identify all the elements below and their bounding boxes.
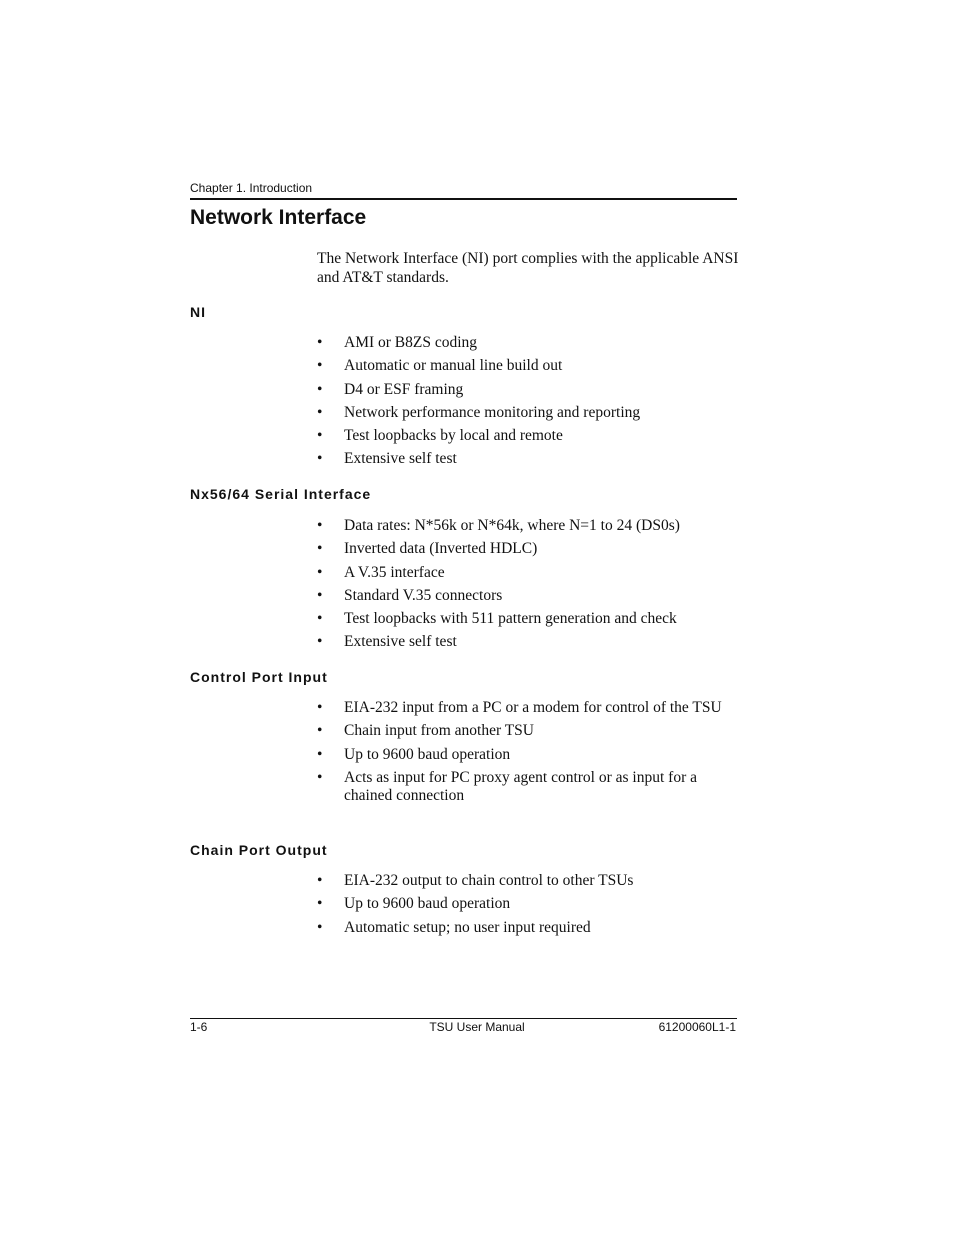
list-item-text: Data rates: N*56k or N*64k, where N=1 to 24 (DS0s)	[344, 517, 680, 534]
list-item-text: Automatic setup; no user input required	[344, 918, 591, 936]
control-port-feature-list	[317, 699, 737, 810]
ni-feature-list	[317, 334, 737, 474]
bullet-icon: •	[317, 357, 323, 375]
list-item-text: EIA-232 output to chain control to other TSUs	[344, 872, 634, 889]
bullet-icon: •	[317, 450, 323, 468]
intro-paragraph: The Network Interface (NI) port complies with the applicable ANSI and AT&T standards.	[317, 250, 739, 286]
list-item	[317, 895, 737, 913]
list-item	[317, 517, 737, 535]
bullet-icon: •	[317, 380, 323, 398]
page-title: Network Interface	[190, 206, 367, 229]
bullet-icon: •	[317, 699, 323, 716]
section-heading-control-port-input: Control Port Input	[190, 669, 328, 685]
list-item-text: Inverted data (Inverted HDLC)	[344, 540, 538, 558]
list-item-text: Chain input from another TSU	[344, 722, 534, 740]
list-item-text: Up to 9600 baud operation	[344, 745, 511, 763]
list-item	[317, 610, 737, 628]
manual-title: TSU User Manual	[429, 1020, 525, 1034]
section-heading-serial-interface: Nx56/64 Serial Interface	[190, 486, 372, 502]
running-head: Chapter 1. Introduction	[190, 181, 313, 195]
list-item	[317, 633, 737, 651]
list-item-text: Extensive self test	[344, 633, 457, 651]
list-item	[317, 587, 737, 605]
list-item-text: Test loopbacks by local and remote	[344, 427, 563, 445]
serial-interface-feature-list	[317, 517, 737, 657]
page-number: 1-6	[190, 1020, 208, 1034]
list-item	[317, 540, 737, 558]
footer-rule	[190, 1018, 737, 1019]
bullet-icon: •	[317, 872, 323, 889]
bullet-icon: •	[317, 745, 323, 763]
list-item-text: Automatic or manual line build out	[344, 357, 563, 375]
list-item	[317, 746, 737, 764]
bullet-icon: •	[317, 403, 323, 421]
bullet-icon: •	[317, 722, 323, 740]
list-item	[317, 404, 737, 422]
list-item-text: D4 or ESF framing	[344, 380, 464, 398]
list-item	[317, 381, 737, 399]
bullet-icon: •	[317, 895, 323, 913]
list-item-text: Extensive self test	[344, 450, 457, 468]
list-item-text: Test loopbacks with 511 pattern generation and check	[344, 610, 677, 628]
list-item	[317, 450, 737, 468]
bullet-icon: •	[317, 586, 323, 604]
list-item-text: EIA-232 input from a PC or a modem for control of the TSU	[344, 699, 722, 716]
list-item-text: Network performance monitoring and reporting	[344, 403, 641, 421]
list-item	[317, 722, 737, 740]
list-item-text: A V.35 interface	[344, 563, 445, 581]
section-heading-ni: NI	[190, 304, 206, 320]
list-item	[317, 872, 737, 890]
list-item	[317, 427, 737, 445]
list-item	[317, 919, 737, 937]
list-item-text: Acts as input for PC proxy agent control or as input for a chained connection	[344, 768, 697, 804]
list-item-text: AMI or B8ZS coding	[344, 334, 478, 351]
list-item	[317, 357, 737, 375]
bullet-icon: •	[317, 610, 323, 628]
list-item	[317, 769, 737, 805]
bullet-icon: •	[317, 768, 323, 786]
section-heading-chain-port-output: Chain Port Output	[190, 842, 328, 858]
bullet-icon: •	[317, 563, 323, 581]
bullet-icon: •	[317, 918, 323, 936]
list-item-text: Up to 9600 baud operation	[344, 895, 511, 913]
list-item	[317, 564, 737, 582]
bullet-icon: •	[317, 517, 323, 534]
list-item	[317, 699, 737, 717]
document-number: 61200060L1-1	[658, 1020, 736, 1034]
list-item	[317, 334, 737, 352]
bullet-icon: •	[317, 633, 323, 651]
bullet-icon: •	[317, 427, 323, 445]
chain-port-feature-list	[317, 872, 737, 942]
bullet-icon: •	[317, 540, 323, 558]
bullet-icon: •	[317, 334, 323, 351]
list-item-text: Standard V.35 connectors	[344, 586, 503, 604]
header-rule	[190, 198, 737, 200]
